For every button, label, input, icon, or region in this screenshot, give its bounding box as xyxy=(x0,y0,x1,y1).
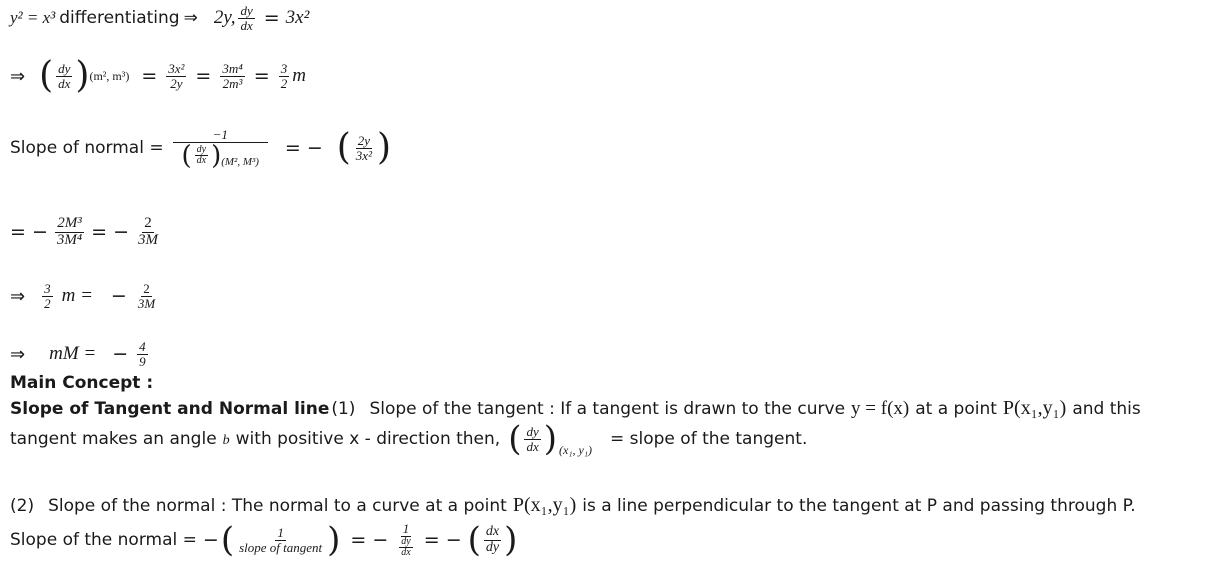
subheading: Slope of Tangent and Normal line xyxy=(10,398,330,419)
dy-dx-fraction xyxy=(195,145,208,167)
frac-den: 2m³ xyxy=(222,75,243,91)
eq-line-5 xyxy=(10,282,160,310)
equals-minus: = − xyxy=(423,529,462,552)
eq-line-1 xyxy=(10,4,309,32)
left-paren: ( xyxy=(39,55,54,96)
right-paren: ) xyxy=(211,140,222,171)
concept-para-1-line-1 xyxy=(10,397,1141,420)
concept-para-3 xyxy=(10,522,517,559)
frac-num: −1 xyxy=(173,128,268,143)
fraction-1-slope-of-tangent xyxy=(237,526,324,554)
tangent-text: tangent makes an angle xyxy=(10,429,217,449)
fraction-3m4-2m3 xyxy=(220,62,244,90)
dy-dx-fraction xyxy=(238,4,254,32)
angle-symbol: b xyxy=(222,433,230,448)
frac-den: dx xyxy=(526,438,539,454)
main-concept-heading: Main Concept : xyxy=(10,373,154,393)
left-paren: ( xyxy=(336,127,351,169)
eq-line-4 xyxy=(10,216,163,249)
left-paren: ( xyxy=(508,419,522,459)
minus-sign: − xyxy=(202,529,219,552)
frac-num: dy xyxy=(401,535,411,547)
fraction-3-2 xyxy=(279,62,290,90)
eq-line-6 xyxy=(10,340,151,368)
slope-of-normal-label: Slope of the normal = xyxy=(10,530,197,551)
tangent-text: at a point xyxy=(915,398,997,419)
frac-num: dx xyxy=(485,524,500,540)
frac-den: 2y xyxy=(170,75,183,91)
dx-dy-fraction xyxy=(484,525,501,555)
eq-line-2 xyxy=(10,55,306,96)
implies-arrow: ⇒ xyxy=(10,65,26,87)
left-paren: ( xyxy=(467,520,481,561)
dy-dx-fraction xyxy=(399,537,412,559)
fraction-2-3M xyxy=(136,216,160,249)
frac-num: dy xyxy=(240,3,253,18)
var-m: m xyxy=(292,65,306,86)
frac-den: 9 xyxy=(139,353,146,369)
fraction-2M3-3M4 xyxy=(55,216,84,249)
frac-den: 3M xyxy=(138,231,158,248)
frac-den: 2 xyxy=(44,295,51,311)
frac-den: dx xyxy=(58,75,71,91)
minus-sign: − xyxy=(112,343,129,366)
eval-point: (m², m³) xyxy=(89,68,130,83)
equals-minus: = − xyxy=(350,529,389,552)
differentiating-label: differentiating xyxy=(59,8,180,29)
minus-sign: − xyxy=(110,285,127,308)
frac-num: 3 xyxy=(280,60,288,76)
right-paren: ) xyxy=(327,520,341,561)
equals-minus: = − xyxy=(284,137,323,160)
right-paren: ) xyxy=(376,127,392,169)
frac-den xyxy=(397,537,414,559)
equals-minus: = − xyxy=(91,221,129,244)
frac-num: dy xyxy=(58,60,71,76)
frac-num: dy xyxy=(196,143,207,155)
m-equals: m = xyxy=(61,285,93,307)
frac-num: 1 xyxy=(277,525,284,541)
eq-line-3 xyxy=(10,128,391,169)
frac-num: 4 xyxy=(139,339,146,354)
dy-dx-fraction xyxy=(56,62,72,90)
right-paren: ) xyxy=(543,419,558,459)
frac-den: 3x² xyxy=(355,147,372,163)
left-paren: ( xyxy=(220,520,235,561)
equals-sign: = xyxy=(253,65,270,87)
left-paren: ( xyxy=(181,140,192,171)
point-p: P(x₁,y₁) xyxy=(512,494,577,516)
tangent-text: Slope of the tangent : If a tangent is drawn to the curve xyxy=(369,398,846,419)
fraction-3x2-2y xyxy=(166,62,186,90)
frac-den: dx xyxy=(401,547,411,559)
fraction-4-9 xyxy=(137,340,148,368)
frac-den: 3M⁴ xyxy=(56,231,83,248)
frac-den: dx xyxy=(196,155,207,167)
item-number: (1) xyxy=(331,398,356,419)
fraction-3-2 xyxy=(42,282,53,310)
frac-num: 3 xyxy=(44,281,51,296)
frac-num: 2 xyxy=(144,215,152,231)
frac-num: 3x² xyxy=(168,60,185,76)
fraction-1-over-dydx xyxy=(397,522,414,559)
frac-num: dy xyxy=(526,423,539,439)
frac-num: 3m⁴ xyxy=(222,60,243,76)
rhs-3x2: 3x² xyxy=(285,7,310,29)
frac-den: 2 xyxy=(280,75,288,91)
mM-equals: mM = xyxy=(49,343,97,365)
tangent-text: = slope of the tangent. xyxy=(610,429,808,449)
curve-equation: y² = x³ xyxy=(10,8,56,28)
normal-text: Slope of the normal : The normal to a curve at a point xyxy=(48,495,507,516)
curve-eq: y = f(x) xyxy=(851,397,910,419)
frac-den: dx xyxy=(240,17,253,33)
eval-point: (M², M³) xyxy=(221,155,259,168)
tangent-text: with positive x - direction then, xyxy=(235,429,501,449)
concept-para-1-line-2 xyxy=(10,419,808,459)
equals-sign: = xyxy=(263,7,280,30)
frac-num: 2y xyxy=(357,133,371,149)
lhs-2y: 2y, xyxy=(213,7,236,29)
equals-minus: = − xyxy=(10,221,48,244)
equals-sign: = xyxy=(141,65,158,87)
implies-arrow: ⇒ xyxy=(10,343,26,365)
right-paren: ) xyxy=(75,55,90,96)
normal-slope-fraction xyxy=(173,128,268,169)
implies-arrow: ⇒ xyxy=(183,8,198,29)
fraction-2-3M xyxy=(136,282,157,310)
frac-num: 2M³ xyxy=(57,215,82,231)
frac-num: 2 xyxy=(143,281,150,296)
equals-sign: = xyxy=(195,65,212,87)
normal-text: is a line perpendicular to the tangent at P and passing through P. xyxy=(582,495,1136,516)
frac-den: 3M xyxy=(137,295,156,311)
frac-den: dy xyxy=(485,539,500,555)
frac-num: 1 xyxy=(402,521,410,536)
slope-of-normal-label: Slope of normal = xyxy=(10,138,164,159)
frac-den: slope of tangent xyxy=(239,539,323,555)
frac-den xyxy=(179,140,261,171)
fraction-2y-3x2 xyxy=(354,134,374,162)
dy-dx-fraction xyxy=(524,425,540,453)
tangent-text: and this xyxy=(1072,398,1141,419)
item-number: (2) xyxy=(10,495,35,516)
implies-arrow: ⇒ xyxy=(10,285,26,307)
right-paren: ) xyxy=(504,520,518,561)
concept-para-2 xyxy=(10,494,1136,517)
eval-point: (x₁, y₁) xyxy=(559,443,593,457)
point-p: P(x₁,y₁) xyxy=(1002,397,1067,419)
